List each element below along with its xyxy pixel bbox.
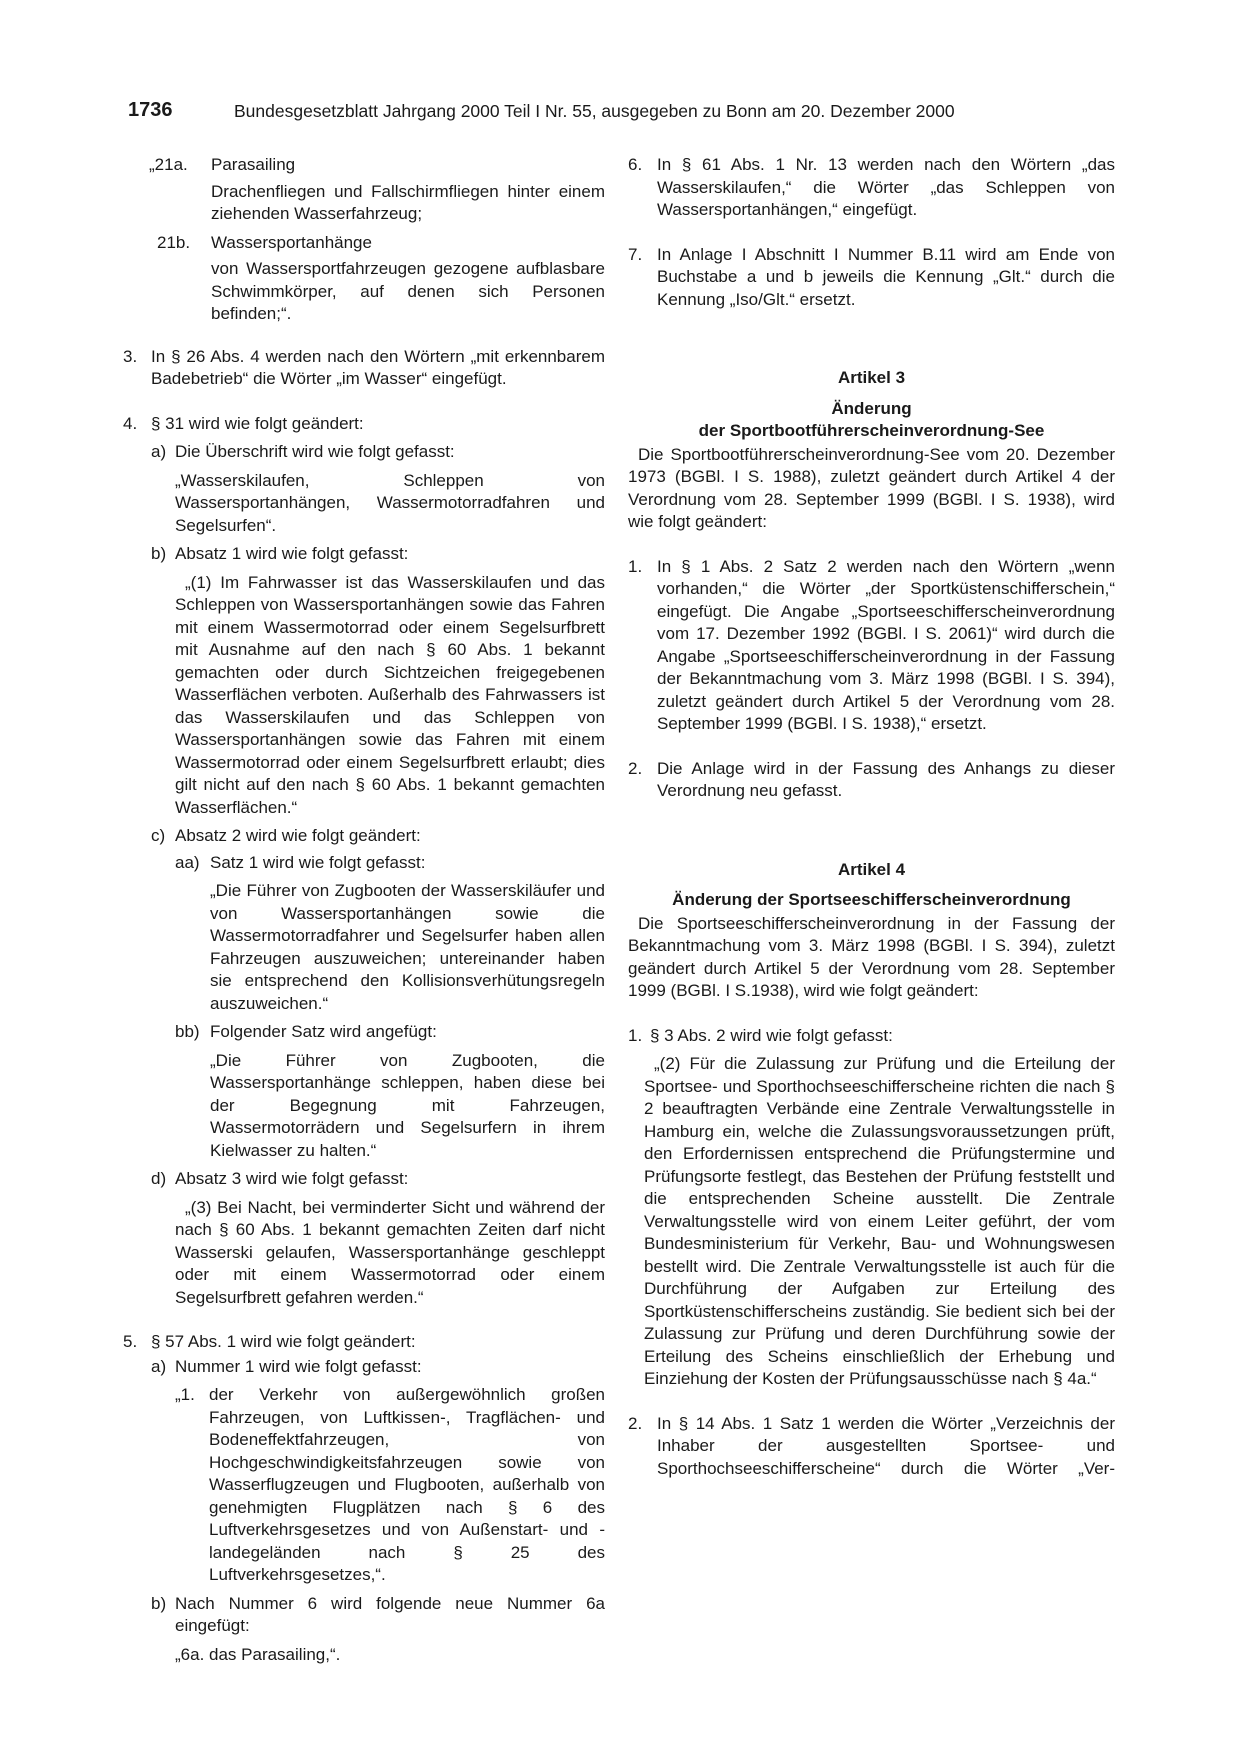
quoted-text: „6a. das Parasailing,“. [175,1644,341,1664]
definition-text: Drachenfliegen und Fallschirmfliegen hinter einem ziehenden Wasserfahrzeug; [211,181,605,223]
definition-label: „21a. [149,155,188,174]
item-text: § 31 wird wie folgt geändert: [151,413,364,433]
item-label: 2. [628,758,643,778]
subitem-label: b) [151,544,167,563]
item-label: 1. [628,1025,643,1045]
subitem-label: a) [151,1356,167,1376]
running-head: Bundesgesetzblatt Jahrgang 2000 Teil I Nr. 55, ausgegeben zu Bonn am 20. Dezember 2000 [234,101,955,121]
subitem-label: a) [151,442,167,461]
item-label: 1. [628,556,643,576]
item-text: In § 61 Abs. 1 Nr. 13 werden nach den Wörtern „das Wasserskilaufen,“ die Wörter „das Schleppen von Wassersportanhängen,“ eingefügt. [657,155,1115,219]
item-4c [151,825,605,1162]
subitem-text: Nach Nummer 6 wird folgende neue Nummer 6a eingefügt: [175,1593,605,1635]
item-5 [123,1331,605,1666]
subitem-text: Satz 1 wird wie folgt gefasst: [210,852,426,872]
subitem-label: d) [151,1169,167,1188]
item-text: § 57 Abs. 1 wird wie folgt geändert: [151,1332,416,1351]
left-column [123,154,605,1666]
item-6 [628,154,1115,222]
definition-text: von Wassersportfahrzeugen gezogene aufblasbare Schwimmkörper, auf denen sich Personen befinden;“. [211,259,605,323]
item-text: In § 14 Abs. 1 Satz 1 werden die Wörter „Verzeichnis der Inhaber der ausgestellten Sportsee- und Sporthochseeschifferscheine“ durch die Wörter „Ver- [657,1413,1115,1478]
item-label: 4. [123,413,138,433]
item-text: § 3 Abs. 2 wird wie folgt gefasst: [650,1025,893,1045]
item-label: 6. [628,155,643,174]
subitem-text: Die Überschrift wird wie folgt gefasst: [175,442,455,461]
subitem-label: b) [151,1593,167,1613]
subitem-text: Nummer 1 wird wie folgt gefasst: [175,1356,422,1376]
subitem-text: Absatz 3 wird wie folgt gefasst: [175,1169,409,1188]
item-4c-aa [175,852,605,1016]
item-3 [123,346,605,391]
artikel-4-title: Änderung der Sportseeschifferscheinverordnung [672,890,1071,909]
item-5a [151,1356,605,1587]
artikel-3-item-2 [628,758,1115,803]
item-text: Die Anlage wird in der Fassung des Anhangs zu dieser Verordnung neu gefasst. [657,758,1115,800]
artikel-3-title-line1: Änderung [831,398,912,418]
item-4d [151,1168,605,1309]
quoted-text: „Wasserskilaufen, Schleppen von Wassersportanhängen, Wassermotorradfahren und Segelsurfen“. [175,470,605,535]
item-text: In § 1 Abs. 2 Satz 2 werden nach den Wörtern „wenn vorhanden,“ die Wörter „der Sportküstenschifferschein,“ eingefügt. Die Angabe „Sportseeschifferscheinverordnung vom 17. Dezember 1992 (BGBl. I S. 2061)“ wird durch die Angabe „Sportseeschifferscheinverordnung in der Fassung der Bekanntmachung vom 3. März 1998 (BGBl. I S. 394), zuletzt geändert durch Artikel 5 der Verordnung vom 28. September 1999 (BGBl. I S. 1938),“ ersetzt. [657,556,1115,733]
item-label: 7. [628,244,643,264]
item-5b [151,1593,605,1667]
quoted-text: der Verkehr von außergewöhnlich großen Fahrzeugen, von Luftkissen-, Tragflächen- und Bodeneffektfahrzeugen, von Hochgeschwindigkeitsfahrzeugen sowie von Wasserflugzeugen und Flugbooten, außerhalb von genehmigten Flugplätzen nach § 6 des Luftverkehrsgesetzes und von Außenstart- und -landegeländen nach § 25 des Luftverkehrsgesetzes,“. [209,1385,605,1584]
artikel-4-item-2 [628,1413,1115,1481]
quote-label: „1. [175,1385,195,1404]
subitem-label: c) [151,826,166,845]
artikel-4-heading: Artikel 4 [837,859,906,879]
item-4a [151,441,605,537]
quoted-text: „Die Führer von Zugbooten der Wasserskiläufer und von Wassersportanhängen sowie die Wassermotorradfahrer und Segelsurfer haben allen Fahrzeugen auszuweichen; untereinander haben sie entsprechend den Kollisionsverhütungsregeln auszuweichen.“ [210,881,605,1013]
subitem-text: Folgender Satz wird angefügt: [210,1022,437,1041]
item-label: 5. [123,1332,138,1351]
artikel-3-intro: Die Sportbootführerscheinverordnung-See vom 20. Dezember 1973 (BGBl. I S. 1988), zuletzt geändert durch Artikel 4 der Verordnung vom 28. September 1999 (BGBl. I S. 1938), wird wie folgt geändert: [628,444,1115,531]
definition-label: 21b. [157,232,191,252]
artikel-3-title-line2: der Sportbootführerscheinverordnung-See [698,421,1045,440]
artikel-4-item-1 [628,1025,1115,1391]
quoted-text: „(3) Bei Nacht, bei verminderter Sicht und während der nach § 60 Abs. 1 bekannt gemachten Zeiten darf nicht Wasserski gelaufen, Wassersportanhänge geschleppt oder mit einem Wassermotorrad oder einem Segelsurfbrett gefahren werden.“ [175,1197,605,1307]
quoted-text: „Die Führer von Zugbooten, die Wassersportanhänge schleppen, haben diese bei der Begegnung mit Fahrzeugen, Wassermotorrädern und Segelsurfern in ihrem Kielwasser zu halten.“ [210,1050,605,1160]
item-7 [628,244,1115,312]
item-text: In § 26 Abs. 4 werden nach den Wörtern „mit erkennbarem Badebetrieb“ die Wörter „im Wasser“ eingefügt. [151,346,605,388]
subitem-label: aa) [175,852,200,872]
definition-term: Wassersportanhänge [211,232,372,252]
subitem-text: Absatz 1 wird wie folgt gefasst: [175,544,409,563]
quoted-text: „(1) Im Fahrwasser ist das Wasserskilaufen und das Schleppen von Wassersportanhängen sowie das Fahren mit einem Wassermotorrad oder einem Segelsurfbrett mit Ausnahme auf den nach § 60 Abs. 1 bekannt gemachten oder durch Sichtzeichen freigegebenen Wasserflächen verboten. Außerhalb des Fahrwassers ist das Wasserskilaufen und das Schleppen von Wassersportanhängen sowie das Fahren mit einem Wassermotorrad oder einem Segelsurfbrett erlaubt; dies gilt nicht auf den nach § 60 Abs. 1 bekannt gemachten Wasserflächen.“ [175,572,605,817]
quoted-text: „(2) Für die Zulassung zur Prüfung und die Erteilung der Sportsee- und Sporthochseeschifferscheine richten die nach § 2 beauftragten Verbände eine Zentrale Verwaltungsstelle in Hamburg ein, welche die Zulassungsvoraussetzungen prüft, den Erfordernissen entsprechend die Prüfungstermine und Prüfungsorte festlegt, das Bestehen der Prüfung feststellt und die entsprechenden Scheine ausstellt. Die Zentrale Verwaltungsstelle wird von einem Leiter geführt, der vom Bundesministerium für Verkehr, Bau- und Wohnungswesen bestellt wird. Die Zentrale Verwaltungsstelle ist auch für die Durchführung der Aufgaben zur Erteilung des Sportküstenschifferscheins zuständig. Sie bedient sich bei der Zulassung zur Prüfung und deren Durchführung sowie der Erteilung des Scheins einschließlich der Erhebung und Einziehung der Kosten der Prüfungsausschüsse nach § 4a.“ [644,1054,1115,1388]
artikel-3-item-1 [628,556,1115,736]
item-4b [151,543,605,819]
definition-term: Parasailing [211,155,296,174]
right-column [628,154,1115,1480]
quoted-number-1 [175,1384,605,1587]
page-number: 1736 [128,99,173,121]
item-label: 2. [628,1413,643,1433]
artikel-4-intro: Die Sportseeschifferscheinverordnung in der Fassung der Bekanntmachung vom 3. März 1998 (BGBl. I S. 394), zuletzt geändert durch Artikel 5 der Verordnung vom 28. September 1999 (BGBl. I S.1938), wird wie folgt geändert: [628,913,1115,1000]
item-label: 3. [123,346,138,366]
page-header [128,99,1118,125]
item-text: In Anlage I Abschnitt I Nummer B.11 wird am Ende von Buchstabe a und b jeweils die Kennung „Glt.“ durch die Kennung „Iso/Glt.“ ersetzt. [657,244,1115,309]
definition-21b [123,232,605,326]
item-4 [123,413,605,1310]
subitem-text: Absatz 2 wird wie folgt geändert: [175,826,421,845]
definition-21a [123,154,605,226]
subitem-label: bb) [175,1022,200,1041]
item-4c-bb [175,1021,605,1162]
artikel-3-heading: Artikel 3 [837,368,906,387]
